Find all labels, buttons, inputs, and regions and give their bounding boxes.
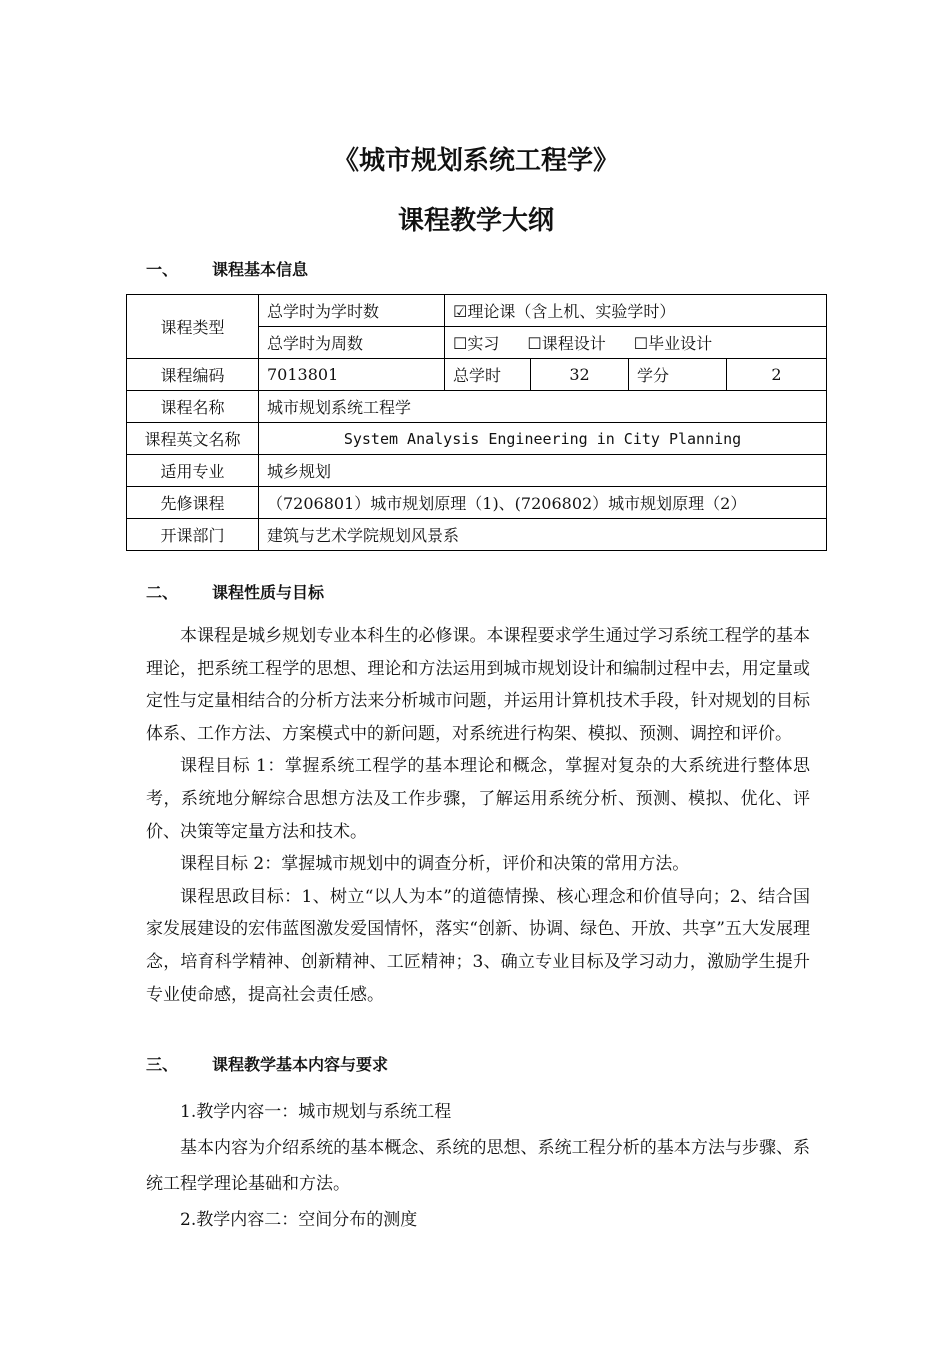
course-name-value: 城市规划系统工程学 xyxy=(259,391,827,423)
document-subtitle: 课程教学大纲 xyxy=(397,206,554,236)
paragraph: 课程思政目标：1、树立“以人为本”的道德情操、核心理念和价值导向；2、结合国家发展建设的宏伟蓝图激发爱国情怀，落实“创新、协调、绿色、开放、共享”五大发展理念，培育科学精神、创新精神、工匠精神；3、确立专业目标及学习动力，激励学生提升专业使命感，提高社会责任感。 xyxy=(146,886,810,1005)
paragraph: 基本内容为介绍系统的基本概念、系统的思想、系统工程分析的基本方法与步骤、系统工程学理论基础和方法。 xyxy=(146,1138,810,1194)
course-info-table xyxy=(126,294,827,551)
section-heading-nature-goals xyxy=(146,580,324,603)
section-number: 三、 xyxy=(146,1055,179,1074)
paragraph: 1.教学内容一：城市规划与系统工程 xyxy=(180,1102,452,1122)
theory-checkbox-option: ☑理论课（含上机、实验学时） xyxy=(445,295,827,327)
hours-by-weeks-label: 总学时为周数 xyxy=(259,327,445,359)
course-name-label: 课程名称 xyxy=(127,391,259,423)
section-number: 一、 xyxy=(146,260,179,279)
section-number: 二、 xyxy=(146,583,179,602)
content-requirements-body xyxy=(146,1094,810,1238)
hours-by-hours-label: 总学时为学时数 xyxy=(259,295,445,327)
paragraph: 课程目标 2：掌握城市规划中的调查分析，评价和决策的常用方法。 xyxy=(180,854,690,875)
english-name-label: 课程英文名称 xyxy=(127,423,259,455)
paragraph: 2.教学内容二：空间分布的测度 xyxy=(180,1210,418,1230)
course-type-label: 课程类型 xyxy=(127,295,259,359)
credits-value: 2 xyxy=(727,359,827,391)
graduation-checkbox-option: ☐毕业设计 xyxy=(633,334,713,353)
document-title: 《城市规划系统工程学》 xyxy=(332,146,619,176)
practice-checkbox-option: ☐实习 xyxy=(453,334,500,353)
paragraph: 课程目标 1：掌握系统工程学的基本理论和概念，掌握对复杂的大系统进行整体思考，系统地分解综合思想方法及工作步骤，了解运用系统分析、预测、模拟、优化、评价、决策等定量方法和技术。 xyxy=(146,756,810,842)
design-checkbox-option: ☐课程设计 xyxy=(527,334,606,353)
paragraph: 本课程是城乡规划专业本科生的必修课。本课程要求学生通过学习系统工程学的基本理论，把系统工程学的思想、理论和方法运用到城市规划设计和编制过程中去，用定量或定性与定量相结合的分析方法来分析城市问题，并运用计算机技术手段，针对规划的目标体系、工作方法、方案模式中的新问题，对系统进行构架、模拟、预测、调控和评价。 xyxy=(146,626,810,744)
nature-goals-body xyxy=(146,620,810,1011)
department-value: 建筑与艺术学院规划风景系 xyxy=(259,519,827,551)
section-title: 课程性质与目标 xyxy=(212,583,325,602)
department-label: 开课部门 xyxy=(127,519,259,551)
english-name-value: System Analysis Engineering in City Planning xyxy=(259,423,827,455)
prerequisite-value: （7206801）城市规划原理（1)、(7206802）城市规划原理（2） xyxy=(259,487,827,519)
section-title: 课程教学基本内容与要求 xyxy=(212,1055,389,1074)
course-code-label: 课程编码 xyxy=(127,359,259,391)
major-value: 城乡规划 xyxy=(259,455,827,487)
section-heading-content-requirements xyxy=(146,1052,388,1075)
section-title: 课程基本信息 xyxy=(212,260,309,279)
prerequisite-label: 先修课程 xyxy=(127,487,259,519)
major-label: 适用专业 xyxy=(127,455,259,487)
section-heading-basic-info xyxy=(146,257,308,280)
total-hours-label: 总学时 xyxy=(445,359,531,391)
total-hours-value: 32 xyxy=(531,359,629,391)
credits-label: 学分 xyxy=(629,359,727,391)
practice-options-cell xyxy=(445,327,827,359)
course-code-value: 7013801 xyxy=(259,359,445,391)
